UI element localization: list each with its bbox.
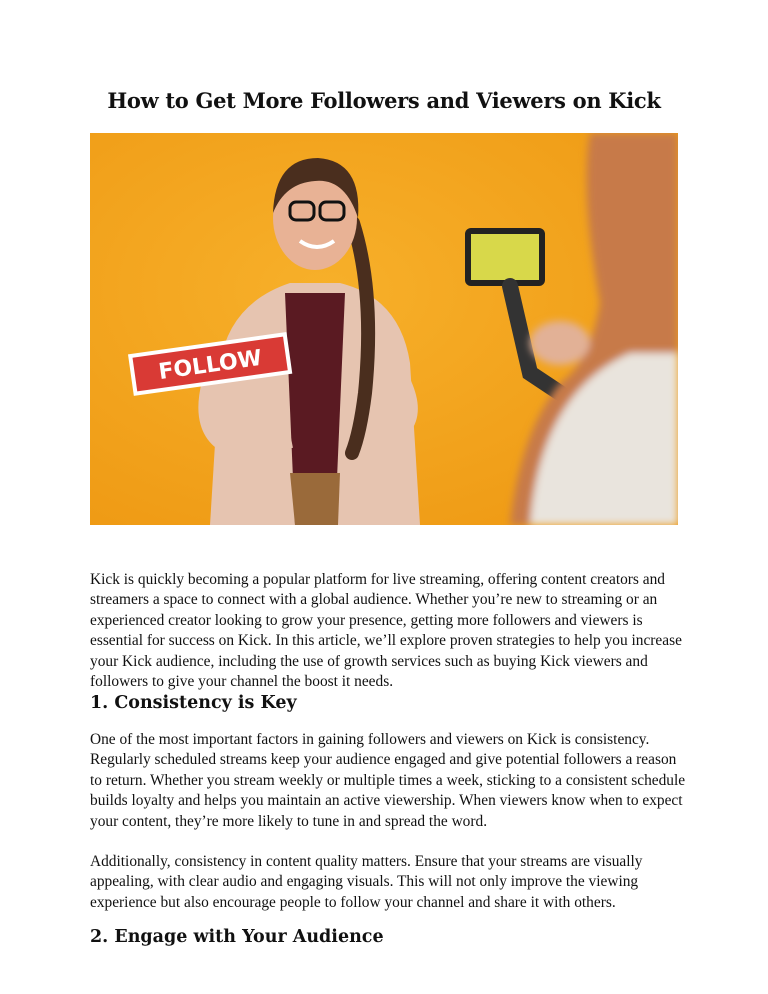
text-line: essential for success on Kick. In this article, we’ll explore proven strategies to help you increase	[90, 632, 682, 650]
text-line: streamers a space to connect with a global audience. Whether you’re new to streaming or an	[90, 591, 658, 609]
consistency-paragraph-2	[90, 852, 690, 913]
page-title: How to Get More Followers and Viewers on Kick	[107, 88, 661, 113]
streamer-photo	[90, 133, 678, 525]
text-line: experience but also encourage people to follow your channel and share it with others.	[90, 893, 616, 911]
section-heading-consistency: 1. Consistency is Key	[90, 693, 297, 713]
hero-image	[90, 133, 678, 525]
text-line: to return. Whether you stream weekly or multiple times a week, sticking to a consistent schedule	[90, 771, 686, 789]
intro-paragraph	[90, 570, 690, 692]
text-line: One of the most important factors in gaining followers and viewers on Kick is consistency.	[90, 731, 650, 748]
text-line: your Kick audience, including the use of growth services such as buying Kick viewers and	[90, 652, 648, 670]
section-heading-engage: 2. Engage with Your Audience	[90, 927, 384, 947]
text-line: Regularly scheduled streams keep your audience engaged and give potential followers a reason	[90, 751, 677, 769]
consistency-paragraph-1	[90, 730, 690, 832]
text-line: your content, they’re more likely to tune in and spread the word.	[90, 812, 488, 830]
text-line: followers to give your channel the boost it needs.	[90, 673, 394, 691]
text-line: experienced creator looking to grow your presence, getting more followers and viewers is	[90, 611, 643, 629]
svg-text:FOLLOW: FOLLOW	[157, 345, 264, 386]
text-line: Additionally, consistency in content quality matters. Ensure that your streams are visually	[90, 853, 643, 870]
text-line: appealing, with clear audio and engaging visuals. This will not only improve the viewing	[90, 873, 639, 891]
text-line: Kick is quickly becoming a popular platform for live streaming, offering content creators and	[90, 571, 665, 588]
text-line: builds loyalty and helps you maintain an active viewership. When viewers know when to expect	[90, 792, 683, 810]
